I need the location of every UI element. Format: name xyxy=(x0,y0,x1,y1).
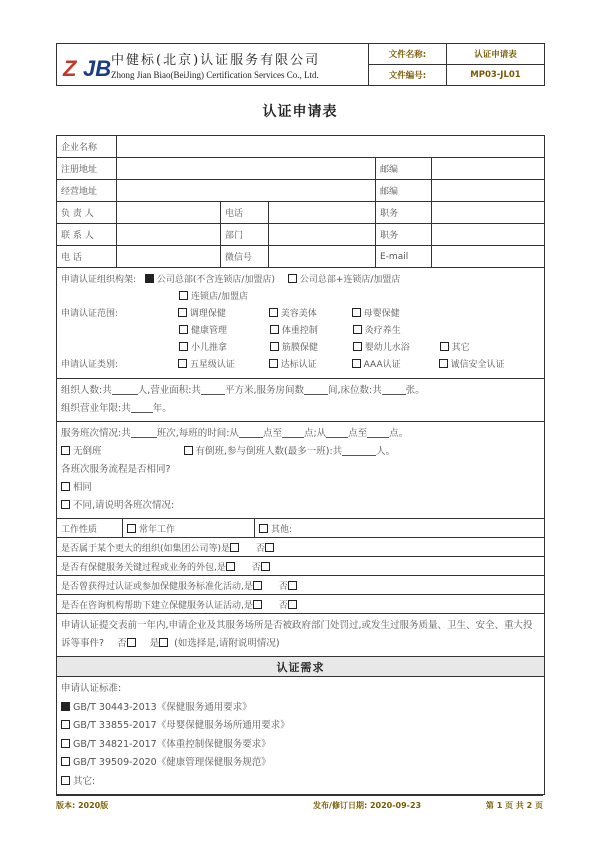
footer-version: 版本: 2020版 xyxy=(56,801,109,810)
shift-from-1-input[interactable] xyxy=(239,427,263,438)
shift-same-checkbox[interactable] xyxy=(61,482,70,491)
org-beds-unit: 张。 xyxy=(405,385,425,396)
standard-5-label: 其它: xyxy=(73,775,96,787)
org-opt-3-checkbox[interactable] xyxy=(179,291,188,300)
question-2-no-label: 否 xyxy=(251,562,261,573)
shift-to-1-input[interactable] xyxy=(282,427,304,438)
shift-from-2-label: 点;从 xyxy=(303,428,327,439)
scope-9-label: 婴幼儿水浴 xyxy=(364,343,410,353)
position-input[interactable] xyxy=(432,202,544,223)
org-area-label: 人,营业面积:共 xyxy=(137,385,201,396)
org-beds-input[interactable] xyxy=(382,384,406,395)
file-no-label: 文件编号: xyxy=(369,65,447,86)
standards-label: 申请认证标准: xyxy=(61,683,122,694)
work-other-checkbox[interactable] xyxy=(259,524,268,533)
row-responsible xyxy=(57,202,544,224)
scope-1-checkbox[interactable] xyxy=(178,308,187,317)
company-name-label: 企业名称 xyxy=(57,136,117,157)
scope-5-label: 体重控制 xyxy=(281,326,318,336)
standard-4-checkbox[interactable] xyxy=(61,757,70,766)
scope-10-checkbox[interactable] xyxy=(440,342,449,351)
standard-2-label: GB/T 33855-2017《母婴保健服务场所通用要求》 xyxy=(73,720,290,731)
org-label: 申请认证组织构架: xyxy=(61,275,137,285)
row-company-name xyxy=(57,136,544,158)
org-years-label: 组织营业年限:共 xyxy=(61,403,131,414)
question-row-2 xyxy=(57,557,544,576)
shift-diff-checkbox[interactable] xyxy=(61,500,70,509)
question-2-text: 是否有保健服务关键过程或业务的外包, xyxy=(61,562,217,573)
no-shift-label: 无倒班 xyxy=(73,446,102,457)
reg-address-label: 注册地址 xyxy=(57,158,117,179)
standard-3-checkbox[interactable] xyxy=(61,739,70,748)
category-1-checkbox[interactable] xyxy=(178,359,187,368)
scope-6-label: 灸疗养生 xyxy=(364,326,401,336)
org-years-input[interactable] xyxy=(131,402,153,413)
work-normal-label: 常年工作 xyxy=(139,524,176,535)
tel-label: 电话 xyxy=(221,202,269,223)
question-4-no-label: 否 xyxy=(278,600,288,611)
question-1-text: 是否属于某个更大的组织(如集团公司等) xyxy=(61,543,222,554)
contact-label: 联 系 人 xyxy=(57,224,117,245)
penalty-question: 申请认证提交表前一年内,申请企业及其服务场所是否被政府部门处罚过,或发生过服务质量、卫生、安全、重大投诉等事件? xyxy=(61,620,533,649)
question-3-no-label: 否 xyxy=(278,581,288,592)
category-4-label: 诚信安全认证 xyxy=(450,360,505,370)
shift-to-label: 点至 xyxy=(262,428,282,439)
scope-9-checkbox[interactable] xyxy=(353,342,362,351)
org-years-unit: 年。 xyxy=(152,403,172,414)
scope-8-label: 筋膜保健 xyxy=(281,343,318,353)
shift-people-input[interactable] xyxy=(342,445,376,456)
document-meta xyxy=(369,44,544,85)
file-no-value: MP03-JL01 xyxy=(470,69,521,80)
shift-from-label: 班次,每班的时间:从 xyxy=(156,428,239,439)
penalty-note: (如选择是,请附说明情况) xyxy=(174,638,280,649)
penalty-yes-checkbox[interactable] xyxy=(159,638,168,647)
category-1-label: 五星级认证 xyxy=(189,360,235,370)
org-opt-2-checkbox[interactable] xyxy=(288,274,297,283)
row-section-requirements xyxy=(57,657,544,677)
row-contact xyxy=(57,224,544,246)
org-beds-label: 间,床位数:共 xyxy=(327,385,382,396)
scope-8-checkbox[interactable] xyxy=(270,342,279,351)
shift-same-question: 各班次服务流程是否相同? xyxy=(61,464,171,475)
category-2-label: 达标认证 xyxy=(280,360,317,370)
question-4-yes-checkbox[interactable] xyxy=(253,600,262,609)
shift-from-2-input[interactable] xyxy=(326,427,348,438)
row-work-nature xyxy=(57,519,544,538)
has-shift-checkbox[interactable] xyxy=(184,446,193,455)
question-3-yes-label: 是 xyxy=(243,581,253,592)
row-shift xyxy=(57,422,544,519)
scope-10-label: 其它 xyxy=(451,343,470,353)
footer-page: 第 1 页 共 2 页 xyxy=(485,801,543,810)
work-nature-label: 工作性质 xyxy=(57,519,123,537)
question-2-yes-label: 是 xyxy=(216,562,226,573)
question-1-yes-checkbox[interactable] xyxy=(230,543,239,552)
shift-same-label: 相同 xyxy=(73,482,93,493)
org-opt-1-label: 公司总部(不含连锁店/加盟店) xyxy=(156,275,275,285)
company-name-en: Zhong Jian Biao(BeiJing) Certification Services Co., Ltd. xyxy=(111,70,319,80)
question-3-text: 是否曾获得过认证或参加保健服务标准化活动, xyxy=(61,581,244,592)
category-2-checkbox[interactable] xyxy=(269,359,278,368)
section-title-requirements: 认证需求 xyxy=(57,657,544,676)
scope-4-label: 健康管理 xyxy=(191,326,228,336)
standard-5-checkbox[interactable] xyxy=(61,776,70,785)
shift-count-input[interactable] xyxy=(131,427,157,438)
question-4-yes-label: 是 xyxy=(243,600,253,611)
wechat-label: 微信号 xyxy=(221,246,269,267)
penalty-no-checkbox[interactable] xyxy=(127,638,136,647)
shift-to-2-input[interactable] xyxy=(367,427,389,438)
scope-3-checkbox[interactable] xyxy=(352,308,361,317)
shift-end-label: 点。 xyxy=(389,428,409,439)
scope-4-checkbox[interactable] xyxy=(179,325,188,334)
org-people-input[interactable] xyxy=(112,384,138,395)
position-label-2: 职务 xyxy=(376,224,432,245)
file-name-value: 认证申请表 xyxy=(447,44,544,65)
position-label: 职务 xyxy=(376,202,432,223)
biz-address-input[interactable] xyxy=(117,180,376,201)
standard-2-checkbox[interactable] xyxy=(61,720,70,729)
row-application-options xyxy=(57,268,544,379)
scope-label: 申请认证范围: xyxy=(61,309,119,319)
contact-input[interactable] xyxy=(117,224,221,245)
question-3-yes-checkbox[interactable] xyxy=(253,581,262,590)
penalty-yes-label: 是 xyxy=(149,638,160,649)
responsible-input[interactable] xyxy=(117,202,221,223)
postcode-label-2: 邮编 xyxy=(376,180,432,201)
row-org-info xyxy=(57,379,544,422)
question-4-no-checkbox[interactable] xyxy=(288,600,297,609)
shift-count-label: 服务班次情况:共 xyxy=(61,428,131,439)
question-row-1 xyxy=(57,538,544,557)
application-form xyxy=(56,135,545,795)
email-label: E-mail xyxy=(376,246,432,267)
scope-2-label: 美容美体 xyxy=(280,309,317,319)
row-reg-address xyxy=(57,158,544,180)
org-opt-1-checkbox[interactable] xyxy=(145,274,154,283)
work-other-label: 其他: xyxy=(271,524,293,535)
tel-input[interactable] xyxy=(269,202,376,223)
has-shift-label: 有倒班,参与倒班人数(最多一班):共 xyxy=(195,446,343,457)
penalty-no-label: 否 xyxy=(117,638,127,649)
file-name-label: 文件名称: xyxy=(369,44,447,65)
brand-block xyxy=(57,44,369,85)
standard-3-label: GB/T 34821-2017《体重控制保健服务要求》 xyxy=(73,738,271,750)
footer-date: 发布/修订日期: 2020-09-23 xyxy=(313,801,422,810)
scope-2-checkbox[interactable] xyxy=(269,308,278,317)
scope-3-label: 母婴保健 xyxy=(363,309,400,319)
question-row-4 xyxy=(57,595,544,614)
category-4-checkbox[interactable] xyxy=(439,359,448,368)
question-2-yes-checkbox[interactable] xyxy=(226,562,235,571)
question-2-no-checkbox[interactable] xyxy=(261,562,270,571)
category-label: 申请认证类别: xyxy=(61,360,119,370)
phone-input[interactable] xyxy=(117,246,221,267)
category-3-label: AAA认证 xyxy=(363,360,401,370)
company-logo: Z JB xyxy=(63,55,112,81)
question-row-3 xyxy=(57,576,544,595)
question-1-yes-label: 是 xyxy=(221,543,231,554)
work-normal-checkbox[interactable] xyxy=(127,524,136,533)
org-opt-3-label: 连锁店/加盟店 xyxy=(191,292,249,302)
biz-address-label: 经营地址 xyxy=(57,180,117,201)
postcode-input-2[interactable] xyxy=(432,180,544,201)
org-people-label: 组织人数:共 xyxy=(61,385,112,396)
document-footer xyxy=(56,795,543,811)
org-opt-2-label: 公司总部+连锁店/加盟店 xyxy=(299,275,401,285)
row-phone xyxy=(57,246,544,268)
reg-address-input[interactable] xyxy=(117,158,376,179)
org-rooms-label: 平方米,服务房间数 xyxy=(224,385,304,396)
org-rooms-input[interactable] xyxy=(304,384,328,395)
no-shift-checkbox[interactable] xyxy=(61,446,70,455)
row-penalty xyxy=(57,614,544,657)
company-name-cn: 中健标(北京)认证服务有限公司 xyxy=(111,53,321,68)
shift-diff-label: 不同,请说明各班次情况: xyxy=(73,500,175,511)
scope-1-label: 调理保健 xyxy=(189,309,226,319)
shift-people-unit: 人。 xyxy=(376,446,396,457)
responsible-label: 负 责 人 xyxy=(57,202,117,223)
scope-7-checkbox[interactable] xyxy=(179,342,188,351)
scope-7-label: 小儿推拿 xyxy=(191,343,228,353)
category-3-checkbox[interactable] xyxy=(352,359,361,368)
standard-1-label: GB/T 30443-2013《保健服务通用要求》 xyxy=(73,701,252,713)
row-standards xyxy=(57,677,544,794)
position-input-2[interactable] xyxy=(432,224,544,245)
phone-label: 电 话 xyxy=(57,246,117,267)
question-4-text: 是否在咨询机构帮助下建立保健服务认证活动, xyxy=(61,600,244,611)
standard-4-label: GB/T 39509-2020《健康管理保健服务规范》 xyxy=(73,757,271,768)
scope-6-checkbox[interactable] xyxy=(353,325,362,334)
question-1-no-checkbox[interactable] xyxy=(265,543,274,552)
row-biz-address xyxy=(57,180,544,202)
company-name-input[interactable] xyxy=(117,136,544,157)
question-1-no-label: 否 xyxy=(256,543,266,554)
standard-1-checkbox[interactable] xyxy=(61,702,70,711)
question-3-no-checkbox[interactable] xyxy=(288,581,297,590)
postcode-label: 邮编 xyxy=(376,158,432,179)
wechat-input[interactable] xyxy=(269,246,376,267)
org-area-input[interactable] xyxy=(201,384,225,395)
postcode-input[interactable] xyxy=(432,158,544,179)
email-input[interactable] xyxy=(432,246,544,267)
scope-5-checkbox[interactable] xyxy=(270,325,279,334)
document-header xyxy=(56,43,545,86)
dept-label: 部门 xyxy=(221,224,269,245)
dept-input[interactable] xyxy=(269,224,376,245)
shift-to-2-label: 点至 xyxy=(348,428,368,439)
page-title: 认证申请表 xyxy=(262,104,338,120)
